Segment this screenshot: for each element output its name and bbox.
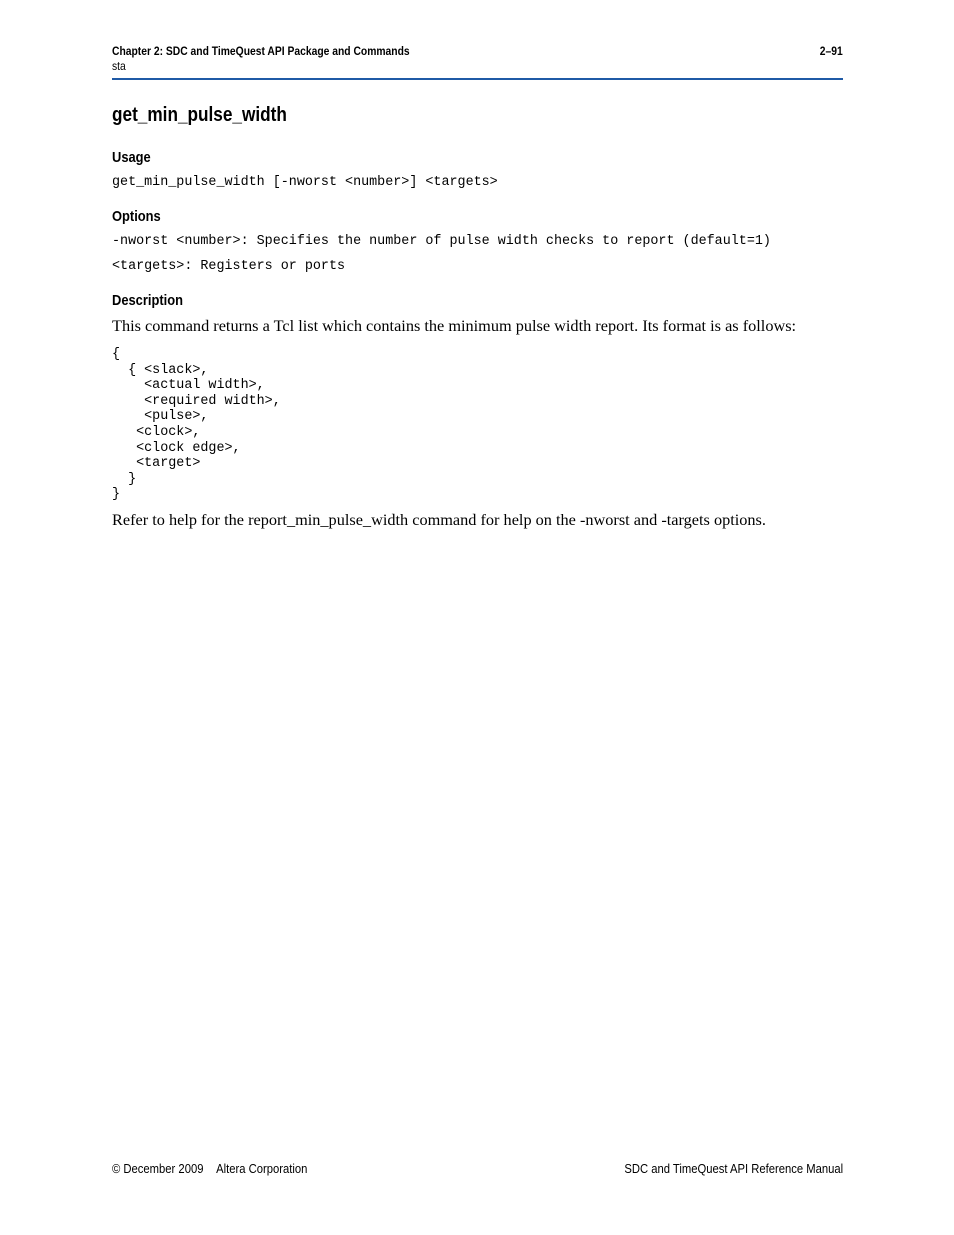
code-line: } (112, 487, 121, 503)
option-targets: <targets>: Registers or ports (112, 259, 346, 274)
footer-left (112, 1162, 307, 1176)
code-line: <clock edge>, (112, 440, 241, 456)
options-heading: Options (112, 208, 161, 225)
description-outro: Refer to help for the report_min_pulse_width command for help on the -nworst and -targets options. (112, 510, 766, 529)
code-line: <actual width>, (112, 378, 265, 394)
description-heading: Description (112, 292, 183, 309)
code-line: { <slack>, (112, 362, 209, 378)
usage-heading: Usage (112, 149, 151, 166)
description-intro: This command returns a Tcl list which contains the minimum pulse width report. Its format is as follows: (112, 316, 797, 335)
code-line: <target> (112, 456, 201, 472)
code-line: <clock>, (112, 424, 201, 440)
usage-code: get_min_pulse_width [-nworst <number>] <targets> (112, 175, 498, 190)
footer-manual-title: SDC and TimeQuest API Reference Manual (624, 1162, 843, 1176)
return-format-code (112, 347, 281, 503)
footer-date: © December 2009 (112, 1162, 204, 1176)
footer-company: Altera Corporation (216, 1162, 308, 1176)
code-line: { (112, 347, 121, 362)
chapter-title: Chapter 2: SDC and TimeQuest API Package and Commands (112, 44, 410, 58)
command-title: get_min_pulse_width (112, 104, 287, 126)
code-line: } (112, 471, 137, 487)
document-page (112, 0, 843, 1235)
section-name: sta (112, 59, 126, 73)
code-line: <required width>, (112, 393, 281, 409)
page-number: 2–91 (820, 44, 843, 58)
option-nworst: -nworst <number>: Specifies the number of pulse width checks to report (default=1) (112, 234, 771, 249)
page-header (112, 44, 843, 80)
code-line: <pulse>, (112, 409, 209, 425)
